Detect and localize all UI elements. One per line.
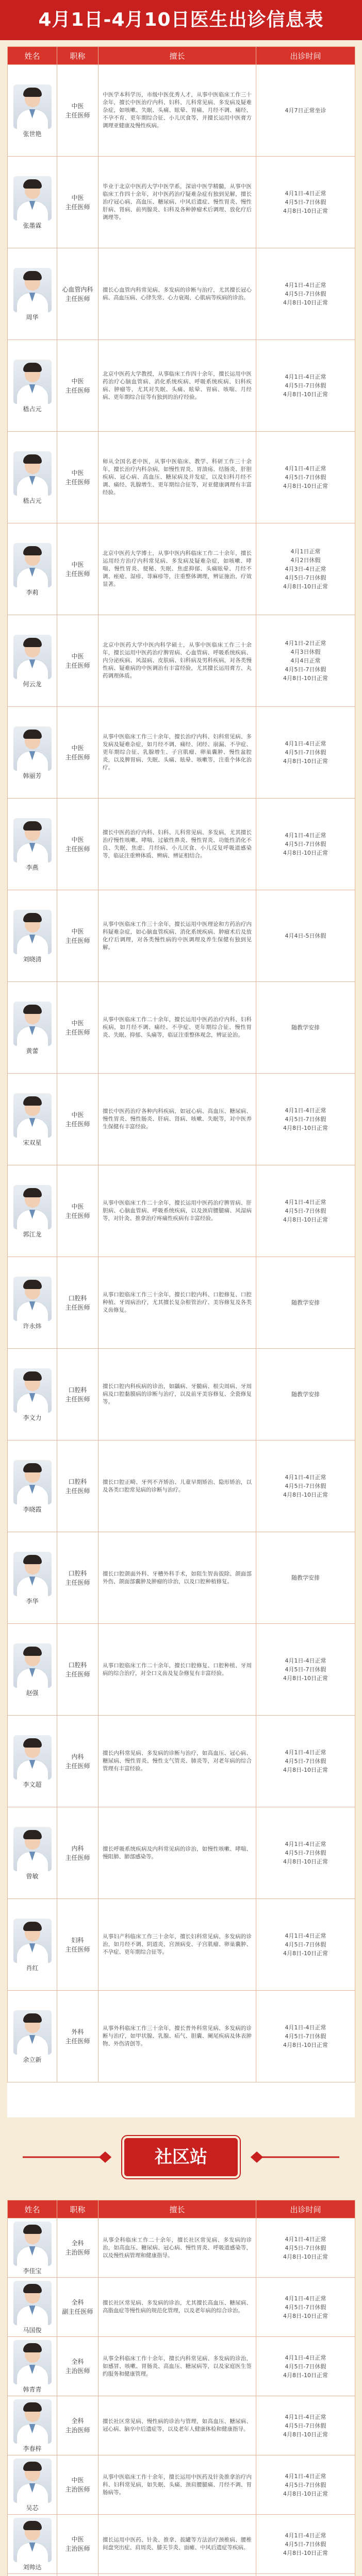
- doctor-title: 全科 主治医师: [57, 2396, 98, 2455]
- doctor-photo: [13, 1827, 52, 1871]
- doctor-specialty: 从事妇产科临床工作三十余年，擅长妇科常见病、多发病的诊治，如月经不调、阴道炎、宫颈病变、子宫肌瘤、卵巢囊肿、不孕症、更年期综合征等。: [98, 1899, 256, 1991]
- doctor-name: 李春梓: [23, 2445, 42, 2452]
- doctor-title: 中医 主任医师: [57, 799, 98, 890]
- doctor-specialty: 北京中医药大学中医内科学硕士，从事中医临床工作三十余年，擅长运用中医药治疗脾胃病、心血管病、呼吸系统疾病、内分泌疾病、风湿病、皮肤病、妇科病及男科疾病，对各类慢性病、疑难病的中医调治有丰富经验，尤其擅长运用膏方、丸药调理体质。: [98, 615, 256, 707]
- doctor-specialty: [98, 2574, 256, 2576]
- table-row: [8, 1991, 355, 2082]
- doctor-schedule: 4月1日-4日正常 4月5日-7日休假 4月8日-10日正常: [256, 2455, 355, 2515]
- community-section-header: [0, 2124, 362, 2196]
- header-title: 职称: [57, 47, 98, 65]
- doctor-name: 李华: [26, 1597, 39, 1605]
- doctor-schedule: 4月1日正常 4月2日休假 4月3日-4日正常 4月5日-7日休假 4月8日-10日正常: [256, 523, 355, 615]
- doctor-title: 中医 主治医师: [57, 2455, 98, 2515]
- community-header-specialty: 擅长: [98, 2200, 256, 2218]
- doctor-schedule: 4月1日-4日正常 4月5日-7日休假 4月8日-10日正常: [256, 1899, 355, 1991]
- doctor-photo-cell: [8, 1716, 57, 1807]
- doctor-photo-cell: [8, 1074, 57, 1165]
- doctor-title: 心血管内科 主任医师: [57, 248, 98, 340]
- doctor-title: 外科 主任医师: [57, 1991, 98, 2082]
- doctor-schedule: 4月1日-4日正常 4月5日-7日休假 4月8日-10日正常: [256, 248, 355, 340]
- doctor-photo-cell: [8, 523, 57, 615]
- doctor-photo: [13, 360, 52, 404]
- doctor-photo-cell: [8, 2278, 57, 2337]
- header-time: 出诊时间: [256, 47, 355, 65]
- table-row: [8, 432, 355, 523]
- doctor-schedule: 4月1日-4日正常 4月5日-7日休假 4月8日-10日正常: [256, 799, 355, 890]
- doctor-specialty: 从事中医临床工作三十余年，擅长治疗内科、妇科常见病、多发病及疑难杂症，如月经不调、痛经、闭经、崩漏、不孕症、更年期综合征、乳腺增生、子宫肌瘤、卵巢囊肿、慢性盆腔炎，以及脾胃病、失眠、头痛、眩晕、咳嗽等，注重个体化治疗。: [98, 707, 256, 799]
- doctor-photo-cell: [8, 1257, 57, 1349]
- doctor-photo-cell: [8, 1532, 57, 1624]
- doctor-photo: [13, 176, 52, 221]
- doctor-photo-cell: [8, 248, 57, 340]
- doctor-title: 中医 主任医师: [57, 523, 98, 615]
- community-header-time: 出诊时间: [256, 2200, 355, 2218]
- doctor-schedule: 4月1日-4日正常 4月5日-7日休假 4月8日-10日正常: [256, 1165, 355, 1257]
- doctor-name: 韩青青: [23, 2386, 42, 2393]
- table-row: [8, 1440, 355, 1532]
- doctor-name: 嵇占元: [23, 405, 42, 413]
- doctor-photo-cell: [8, 1807, 57, 1899]
- doctor-schedule: 4月1日-4日正常 4月5日-7日休假 4月8日-10日正常: [256, 2278, 355, 2337]
- doctor-photo: [13, 1919, 52, 1963]
- table-row: [8, 799, 355, 890]
- doctor-name: 韩丽芳: [23, 772, 42, 779]
- doctor-title: 中医 主任医师: [57, 982, 98, 1074]
- doctor-specialty: 师从全国名老中医，从事中医临床、教学、科研工作三十余年，擅长治疗内科杂病，如慢性胃炎、胃溃疡、结肠炎、肝胆疾病、冠心病、高血压、糖尿病及并发症，以及妇科月经不调、痛经、乳腺增生、更年期综合征等，对亚健康调理有丰富经验。: [98, 432, 256, 523]
- community-rows: [8, 2218, 355, 2576]
- doctor-title: 中医 主任医师: [57, 157, 98, 248]
- doctor-schedule: 随教学安排: [256, 982, 355, 1074]
- doctor-schedule: 4月1日-4日正常 4月5日-7日休假 4月8日-10日正常: [256, 1807, 355, 1899]
- doctor-schedule: 随教学安排: [256, 1349, 355, 1440]
- doctor-title: 口腔科 主任医师: [57, 1624, 98, 1716]
- doctor-photo-cell: [8, 615, 57, 707]
- doctor-photo-cell: [8, 707, 57, 799]
- doctor-photo: [13, 1093, 52, 1138]
- table-row: [8, 1257, 355, 1349]
- doctor-photo: [13, 2281, 52, 2325]
- doctor-photo: [13, 1460, 52, 1504]
- ornament-left-icon: [23, 2150, 116, 2164]
- table-row: [8, 523, 355, 615]
- community-header-title: 职称: [57, 2200, 98, 2218]
- hospital-schedule: [7, 46, 355, 2117]
- doctor-title: 中医 主任医师: [57, 615, 98, 707]
- doctor-name: 郭江龙: [23, 1230, 42, 1238]
- doctor-schedule: 4月1日-4日正常 4月5日-7日休假 4月8日-10日正常: [256, 1624, 355, 1716]
- doctor-specialty: 从事口腔临床工作二十余年，擅长口腔修复、口腔种植、牙周病的综合治疗，对全口义齿及复杂修复有丰富经验。: [98, 1624, 256, 1716]
- doctor-schedule: 4月1日-4日正常 4月5日-7日休假 4月8日-10日正常: [256, 2337, 355, 2396]
- table-row: [8, 2515, 355, 2574]
- doctor-schedule: 随教学安排: [256, 1257, 355, 1349]
- doctor-photo: [13, 1185, 52, 1229]
- doctor-photo: [13, 1277, 52, 1321]
- table-row: [8, 1807, 355, 1899]
- hospital-table: [7, 46, 355, 2082]
- doctor-specialty: 擅长心血管内科常见病、多发病的诊断与治疗，尤其擅长冠心病、高血压病、心律失常、心力衰竭、心肌病等疾病的诊治。: [98, 248, 256, 340]
- doctor-photo: [13, 635, 52, 679]
- doctor-title: 全科 主治医师: [57, 2337, 98, 2396]
- doctor-photo: [13, 1735, 52, 1780]
- doctor-name: 嵇占元: [23, 497, 42, 504]
- doctor-name: 吴芯: [26, 2504, 39, 2512]
- community-section-title: 社区站: [155, 2147, 207, 2167]
- doctor-photo: [13, 2222, 52, 2266]
- doctor-photo: [13, 451, 52, 496]
- table-header-row: [8, 47, 355, 65]
- table-row: [8, 2574, 355, 2576]
- doctor-photo-cell: [8, 2455, 57, 2515]
- table-row: [8, 1165, 355, 1257]
- doctor-photo-cell: [8, 1349, 57, 1440]
- doctor-specialty: 从事中医临床工作十余年，擅长运用中医药及针灸推拿治疗内科、妇科常见病，如失眠、头痛、颈肩腰腿痛、月经不调、胃肠病等。: [98, 2455, 256, 2515]
- doctor-photo: [13, 2459, 52, 2503]
- table-row: [8, 157, 355, 248]
- doctor-schedule: 4月4日-5日休假: [256, 890, 355, 982]
- doctor-title: 内科 主任医师: [57, 1807, 98, 1899]
- doctor-specialty: 擅长内科常见病、多发病的诊断与治疗，如高血压、冠心病、糖尿病、慢性胃炎、慢性支气管炎、肺炎等，对老年病的综合管理有丰富经验。: [98, 1716, 256, 1807]
- doctor-schedule: 4月1日-4日正常 4月5日-7日休假 4月8日-10日正常: [256, 1716, 355, 1807]
- doctor-specialty: 从事外科临床工作三十余年，擅长普外科常见病、多发病的诊断与治疗，如甲状腺、乳腺、疝气、胆囊、阑尾疾病及体表肿物、外伤清创等。: [98, 1991, 256, 2082]
- doctor-title: 中医 主任医师: [57, 432, 98, 523]
- table-row: [8, 707, 355, 799]
- doctor-schedule: 4月7日正常坐诊: [256, 65, 355, 157]
- doctor-photo-cell: [8, 432, 57, 523]
- table-row: [8, 340, 355, 432]
- doctor-photo: [13, 818, 52, 862]
- doctor-name: 余立新: [23, 2056, 42, 2063]
- table-row: [8, 65, 355, 157]
- doctor-photo-cell: [8, 157, 57, 248]
- doctor-schedule: 4月1日-4日正常 4月5日-7日休假 4月8日-10日正常: [256, 432, 355, 523]
- doctor-name: 张世艳: [23, 130, 42, 138]
- doctor-title: 全科 主治医师: [57, 2218, 98, 2278]
- doctor-title: 口腔科 主任医师: [57, 1349, 98, 1440]
- doctor-photo-cell: [8, 1991, 57, 2082]
- doctor-name: 张墨霖: [23, 222, 42, 229]
- doctor-specialty: 擅长口腔正畸、牙列不齐矫治、儿童早期矫治、隐形矫治，以及各类口腔常见病的诊断与治疗。: [98, 1440, 256, 1532]
- table-row: [8, 2455, 355, 2515]
- doctor-photo-cell: [8, 1899, 57, 1991]
- doctor-name: 赵强: [26, 1689, 39, 1697]
- doctor-title: [57, 2574, 98, 2576]
- doctor-schedule: 4月1日-4日正常 4月5日-7日休假 4月8日-10日正常: [256, 2396, 355, 2455]
- doctor-title: 口腔科 主任医师: [57, 1440, 98, 1532]
- doctor-title: 中医 主任医师: [57, 1074, 98, 1165]
- doctor-photo-cell: [8, 2218, 57, 2278]
- doctor-title: 内科 主任医师: [57, 1716, 98, 1807]
- table-row: [8, 1074, 355, 1165]
- doctor-specialty: 从事口腔临床工作三十余年，擅长口腔内科、口腔修复、口腔种植、牙周病治疗，尤其擅长复杂根管治疗、美容修复及各类义齿修复。: [98, 1257, 256, 1349]
- table-row: [8, 890, 355, 982]
- doctor-photo: [13, 84, 52, 129]
- doctor-title: 中医 主治医师: [57, 2515, 98, 2574]
- table-row: [8, 1716, 355, 1807]
- doctor-name: 许永炜: [23, 1322, 42, 1330]
- doctor-schedule: 4月1日-4日正常 4月5日-7日休假 4月8日-10日正常: [256, 1074, 355, 1165]
- doctor-name: 黄蕾: [26, 1047, 39, 1055]
- doctor-name: 何云龙: [23, 680, 42, 688]
- doctor-photo: [13, 2518, 52, 2562]
- doctor-photo-cell: [8, 1165, 57, 1257]
- doctor-schedule: 4月1日-4日正常 4月5日-7日休假 4月8日-10日正常: [256, 1991, 355, 2082]
- doctor-photo-cell: [8, 982, 57, 1074]
- doctor-name: 李文超: [23, 1781, 42, 1788]
- doctor-name: 马国俊: [23, 2327, 42, 2334]
- doctor-specialty: 擅长社区常见病、多发病的诊治，尤其擅长高血压、糖尿病、高脂血症等慢性病的规范化管理，以及老年病的综合诊治。: [98, 2278, 256, 2337]
- header-specialty: 擅长: [98, 47, 256, 65]
- doctor-title: 中医 主任医师: [57, 65, 98, 157]
- doctor-specialty: 擅长中医药治疗各种内科疾病，如冠心病、高血压、糖尿病、慢性胃炎、慢性肠炎、肝病、肾病、咳嗽、失眠等，对中医养生保健有丰富经验。: [98, 1074, 256, 1165]
- doctor-schedule: 4月1日-4日正常 4月5日-7日休假 4月8日-10日正常: [256, 1440, 355, 1532]
- doctor-name: 宋双星: [23, 1139, 42, 1146]
- doctor-name: 李莉: [26, 588, 39, 596]
- community-header-name: 姓名: [8, 2200, 57, 2218]
- doctor-title: 中医 主任医师: [57, 890, 98, 982]
- doctor-photo-cell: [8, 799, 57, 890]
- doctor-name: 李燕: [26, 863, 39, 871]
- community-schedule: [7, 2200, 355, 2576]
- doctor-name: 李佳宝: [23, 2267, 42, 2275]
- community-table: [7, 2200, 355, 2576]
- doctor-schedule: 4月1日-4日正常 4月5日-7日休假 4月8日-10日正常: [256, 2515, 355, 2574]
- doctor-specialty: 从事中医临床工作三十余年，擅长运用中医理论和方药治疗内科疑难杂症，如心脑血管疾病、消化系统疾病、肿瘤术后及放化疗后调理，对各类慢性病的中医调理及养生保健有独到见解。: [98, 890, 256, 982]
- doctor-photo: [13, 1002, 52, 1046]
- table-row: [8, 2337, 355, 2396]
- doctor-title: 妇科 主任医师: [57, 1899, 98, 1991]
- doctor-photo: [13, 2010, 52, 2055]
- doctor-title: 全科 副主任医师: [57, 2278, 98, 2337]
- table-row: [8, 2278, 355, 2337]
- doctor-name: 刘晓清: [23, 955, 42, 963]
- doctor-specialty: 从事全科临床工作二十余年，擅长社区常见病、多发病的诊治，如高血压、糖尿病、冠心病、慢性胃炎、呼吸道感染等，以及慢性病管理和健康指导。: [98, 2218, 256, 2278]
- table-row: [8, 1349, 355, 1440]
- doctor-schedule: 随教学安排: [256, 1532, 355, 1624]
- table-row: [8, 615, 355, 707]
- community-plaque: [124, 2138, 238, 2176]
- doctor-schedule: 4月1日-2日正常 4月3日休假 4月4日正常 4月5日-7日休假 4月8日-10日正常: [256, 615, 355, 707]
- doctor-photo: [13, 726, 52, 771]
- doctor-photo-cell: [8, 1624, 57, 1716]
- doctor-specialty: 擅长运用中医药、针灸、推拿、拔罐等方法治疗颈椎病、腰椎间盘突出症、肩周炎、膝关节炎、面瘫、中风后遗症等疾病。: [98, 2515, 256, 2574]
- page-title: 4月1日-4月10日医生出诊信息表: [38, 9, 324, 30]
- doctor-specialty: 北京中医药大学教授，从事临床工作四十余年，擅长运用中医药治疗心脑血管病、消化系统疾病、呼吸系统疾病、妇科疾病、肿瘤等，尤其对失眠、头痛、眩晕、胃病、咳喘、月经病、更年期综合征等有独到的治疗经验。: [98, 340, 256, 432]
- doctor-specialty: 擅长口腔颌面外科、牙槽外科手术，如阻生智齿拔除、颌面部外伤、颌面部囊肿及肿瘤的诊治，以及口腔种植修复。: [98, 1532, 256, 1624]
- doctor-photo: [13, 2399, 52, 2444]
- doctor-name: 刘帅达: [23, 2564, 42, 2571]
- doctor-specialty: 擅长呼吸系统疾病及内科常见病的诊治，如慢性咳嗽、哮喘、慢阻肺、肺部感染等。: [98, 1807, 256, 1899]
- doctor-photo: [13, 2340, 52, 2384]
- doctor-specialty: 从事中医临床工作二十余年，擅长运用中医药治疗脾胃病、肝胆病、心脑血管病、呼吸系统疾病，以及颈肩腰腿痛、风湿病等，对针灸、推拿治疗疼痛性疾病有丰富经验。: [98, 1165, 256, 1257]
- table-row: [8, 982, 355, 1074]
- doctor-specialty: 擅长口腔内科疾病的诊治，如龋病、牙髓病、根尖周病、牙周病及口腔黏膜病的诊断与治疗，以及前牙美容修复、全瓷修复等。: [98, 1349, 256, 1440]
- doctor-title: 口腔科 主任医师: [57, 1257, 98, 1349]
- doctor-title: 中医 主任医师: [57, 1165, 98, 1257]
- doctor-schedule: 4月1日-4日正常 4月5日-7日休假 4月8日-10日正常: [256, 2218, 355, 2278]
- table-row: [8, 1532, 355, 1624]
- doctor-schedule: [256, 2574, 355, 2576]
- doctor-photo: [13, 910, 52, 954]
- doctor-photo-cell: [8, 2337, 57, 2396]
- doctor-photo-cell: [8, 2515, 57, 2574]
- doctor-photo: [13, 543, 52, 587]
- doctor-name: 曾敏: [26, 1872, 39, 1880]
- community-header-row: [8, 2200, 355, 2218]
- doctor-specialty: 北京中医药大学博士，从事中医内科临床工作二十余年，擅长运用经方治疗内科常见病、多发病及疑难杂症，如咳嗽、哮喘、慢性胃炎、便秘、失眠、焦虑抑郁、头痛眩晕、月经不调、痤疮、湿疹、荨麻疹等，注重整体调理，辨证施治，疗效显著。: [98, 523, 256, 615]
- doctor-photo: [13, 1368, 52, 1413]
- table-row: [8, 248, 355, 340]
- doctor-specialty: 毕业于北京中医药大学中医学系，深谙中医学精髓，从事中医临床工作四十余年，对中医药治疗疑难杂症有独到见解，擅长治疗冠心病、高血压、糖尿病、中风后遗症、慢性胃炎、慢性肝病、肾病、前列腺炎、妇科及各种肿瘤术后调理、放化疗后调理等。: [98, 157, 256, 248]
- hospital-rows: [8, 65, 355, 2082]
- doctor-photo-cell: [8, 890, 57, 982]
- doctor-title: 口腔科 主任医师: [57, 1532, 98, 1624]
- doctor-name: 肖红: [26, 1964, 39, 1972]
- doctor-schedule: 4月1日-4日正常 4月5日-7日休假 4月8日-10日正常: [256, 707, 355, 799]
- doctor-photo-cell: [8, 340, 57, 432]
- doctor-photo: [13, 1552, 52, 1596]
- doctor-title: 中医 主任医师: [57, 340, 98, 432]
- header-name: 姓名: [8, 47, 57, 65]
- ornament-right-icon: [246, 2150, 339, 2164]
- table-row: [8, 2218, 355, 2278]
- doctor-specialty: 擅长社区常见病、慢性病的诊治与管理，如高血压、糖尿病、冠心病、脑卒中后遗症等，以及老年人健康体检和健康指导。: [98, 2396, 256, 2455]
- doctor-name: 李文力: [23, 1414, 42, 1421]
- doctor-schedule: 4月1日-4日正常 4月5日-7日休假 4月8日-10日正常: [256, 340, 355, 432]
- doctor-photo-cell: [8, 65, 57, 157]
- doctor-specialty: 从事中医临床工作二十余年，擅长运用中医药治疗内科、妇科疾病，如月经不调、痛经、不孕症、更年期综合征、慢性胃炎、失眠、抑郁、头痛等，临证注重整体观念，辨证论治。: [98, 982, 256, 1074]
- doctor-photo: [13, 268, 52, 312]
- table-row: [8, 1899, 355, 1991]
- doctor-schedule: 4月1日-4日正常 4月5日-7日休假 4月8日-10日正常: [256, 157, 355, 248]
- doctor-photo-cell: [8, 2396, 57, 2455]
- table-row: [8, 1624, 355, 1716]
- table-row: [8, 2396, 355, 2455]
- doctor-name: 李晓霞: [23, 1505, 42, 1513]
- doctor-title: 中医 主任医师: [57, 707, 98, 799]
- doctor-photo-cell: [8, 1440, 57, 1532]
- title-banner: [0, 0, 362, 40]
- doctor-specialty: 从事全科临床工作十余年，擅长内科常见病、多发病的诊治，如感冒、咳嗽、胃肠炎、高血压、糖尿病等，以及家庭医生签约服务和健康管理。: [98, 2337, 256, 2396]
- doctor-photo: [13, 1643, 52, 1688]
- doctor-name: 周华: [26, 313, 39, 321]
- doctor-specialty: 中医学本科学历，市级中医优秀人才，从事中医临床工作三十余年，擅长中医治疗内科、妇科、儿科常见病、多发病及疑难杂症，如咳嗽、失眠、头痛、眩晕、胃痛、月经不调、痛经、不孕不育、更年期综合征、小儿厌食等，并擅长运用中医膏方调理亚健康及慢性疾病。: [98, 65, 256, 157]
- doctor-photo-cell: [8, 2574, 57, 2576]
- doctor-specialty: 擅长中医药治疗内科、妇科、儿科常见病、多发病，尤其擅长治疗慢性咳嗽、哮喘、过敏性鼻炎、慢性胃炎、功能性消化不良、失眠、焦虑、月经病、小儿厌食、小儿反复呼吸道感染等，临证注重辨体质、辨病、辨证相结合。: [98, 799, 256, 890]
